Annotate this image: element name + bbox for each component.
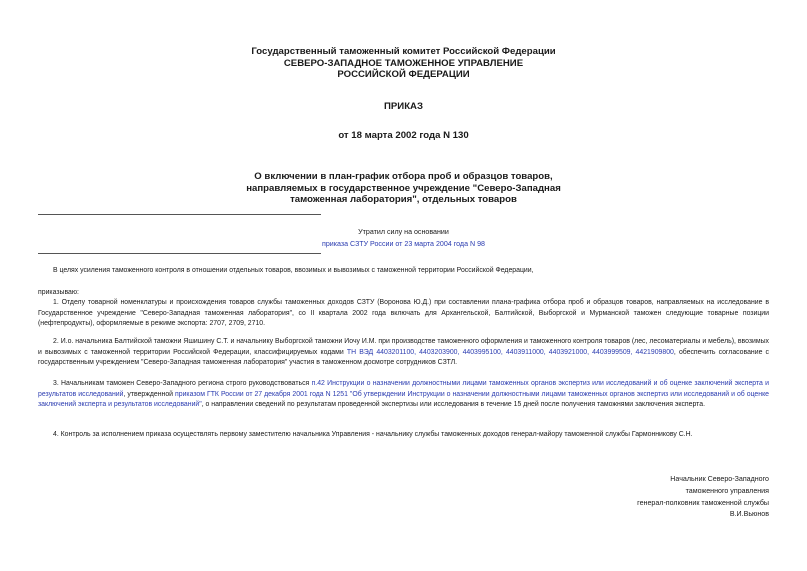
tn-ved-codes-link[interactable]: ТН ВЭД 4403201100, 4403203900, 4403995100, 4403911000, 4403921000, 4403999509, 4421909800	[346, 348, 674, 356]
instruction-clause-link[interactable]: п.42 Инструкции о назначении должностными лицами таможенных органов экспертиз или исследований и об оценке заключений эксперта и результатов исследований	[38, 380, 769, 398]
paragraph-3	[38, 379, 769, 411]
paragraph-3-text-start: 3. Начальникам таможен Северо-Западного региона строго руководствоваться	[53, 380, 312, 387]
status-note-text: Утратил силу на основании	[358, 228, 449, 236]
divider-bottom	[38, 253, 321, 254]
subject-line-1: О включении в план-график отбора проб и образцов товаров,	[254, 171, 553, 182]
paragraph-3-text-end: , о направлении сведений по результатам проведенной экспертизы или исследования в течение 15 дней после получения таможнями заключения эксперта.	[201, 401, 706, 409]
document-subject	[0, 171, 807, 206]
subject-line-3: таможенная лаборатория", отдельных товаров	[290, 194, 517, 205]
intro-paragraph: В целях усиления таможенного контроля в отношении отдельных товаров, ввозимых и вывозимых с таможенной территории Российской Федерации,	[53, 267, 534, 274]
signature-block	[637, 474, 769, 521]
paragraph-2-text-start: 2. И.о. начальника Балтийской таможни Яшишину С.Т. и начальнику Выборгской таможни Иочу И.М. при производстве таможенного оформления и таможенного контроля товаров (лес, лесоматериалы и мебель), ввозимых и вывозимых с таможенной территории Российской Федерации, классифицируемых кодами	[38, 338, 769, 356]
signatory-name: В.И.Вьюнов	[729, 510, 769, 519]
paragraph-1: 1. Отделу товарной номенклатуры и происхождения товаров службы таможенных доходов СЗТУ (Воронова Ю.Д.) при составлении плана-графика отбора проб и образцов товаров, направляемых на исследование в Государственное учреждение "Северо-Западная таможенная лаборатория", со II квартала 2002 года включать для Архангельской, Балтийской, Выборгской и Мурманской таможен следующие товарные позиции (нефтепродукты), оформляемые в режиме экспорта: 2707, 2709, 2710.	[38, 299, 769, 328]
document-date-number: от 18 марта 2002 года N 130	[338, 130, 469, 141]
gtk-order-link[interactable]: приказом ГТК России от 27 декабря 2001 года N 1251 "Об утверждении Инструкции о назначении должностными лицами таможенных органов экспертиз или исследований и об оценке заключений эксперта и результатов исследований"	[38, 390, 769, 409]
divider-top	[38, 214, 321, 215]
paragraph-4: 4. Контроль за исполнением приказа осуществлять первому заместителю начальника Управления - начальнику службы таможенных доходов генерал-майору таможенной службы Гармонникову С.Н.	[53, 431, 693, 438]
signature-line-3: генерал-полковник таможенной службы	[637, 498, 769, 507]
paragraph-2	[38, 337, 769, 369]
order-word: приказываю:	[38, 289, 79, 296]
signature-line-2: таможенного управления	[685, 486, 769, 495]
issuer-line-3: РОССИЙСКОЙ ФЕДЕРАЦИИ	[337, 69, 470, 80]
document-type: ПРИКАЗ	[384, 101, 423, 112]
issuer-line-1: Государственный таможенный комитет Российской Федерации	[251, 46, 556, 57]
paragraph-3-text-middle: , утвержденной	[123, 390, 176, 398]
paragraph-2-text-end: , обеспечить согласование с государственным учреждением "Северо-Западная таможенная лаборатория" участия в таможенном досмотре сотрудников СЗТЛ.	[38, 348, 769, 367]
issuer-line-2: СЕВЕРО-ЗАПАДНОЕ ТАМОЖЕННОЕ УПРАВЛЕНИЕ	[283, 57, 524, 69]
status-note	[0, 227, 807, 250]
signature-line-1: Начальник Северо-Западного	[670, 475, 769, 483]
issuer-header	[0, 46, 807, 81]
subject-line-2: направляемых в государственное учреждение "Северо-Западная	[246, 182, 561, 194]
repeal-order-link[interactable]: приказа СЗТУ России от 23 марта 2004 года N 98	[322, 239, 485, 248]
